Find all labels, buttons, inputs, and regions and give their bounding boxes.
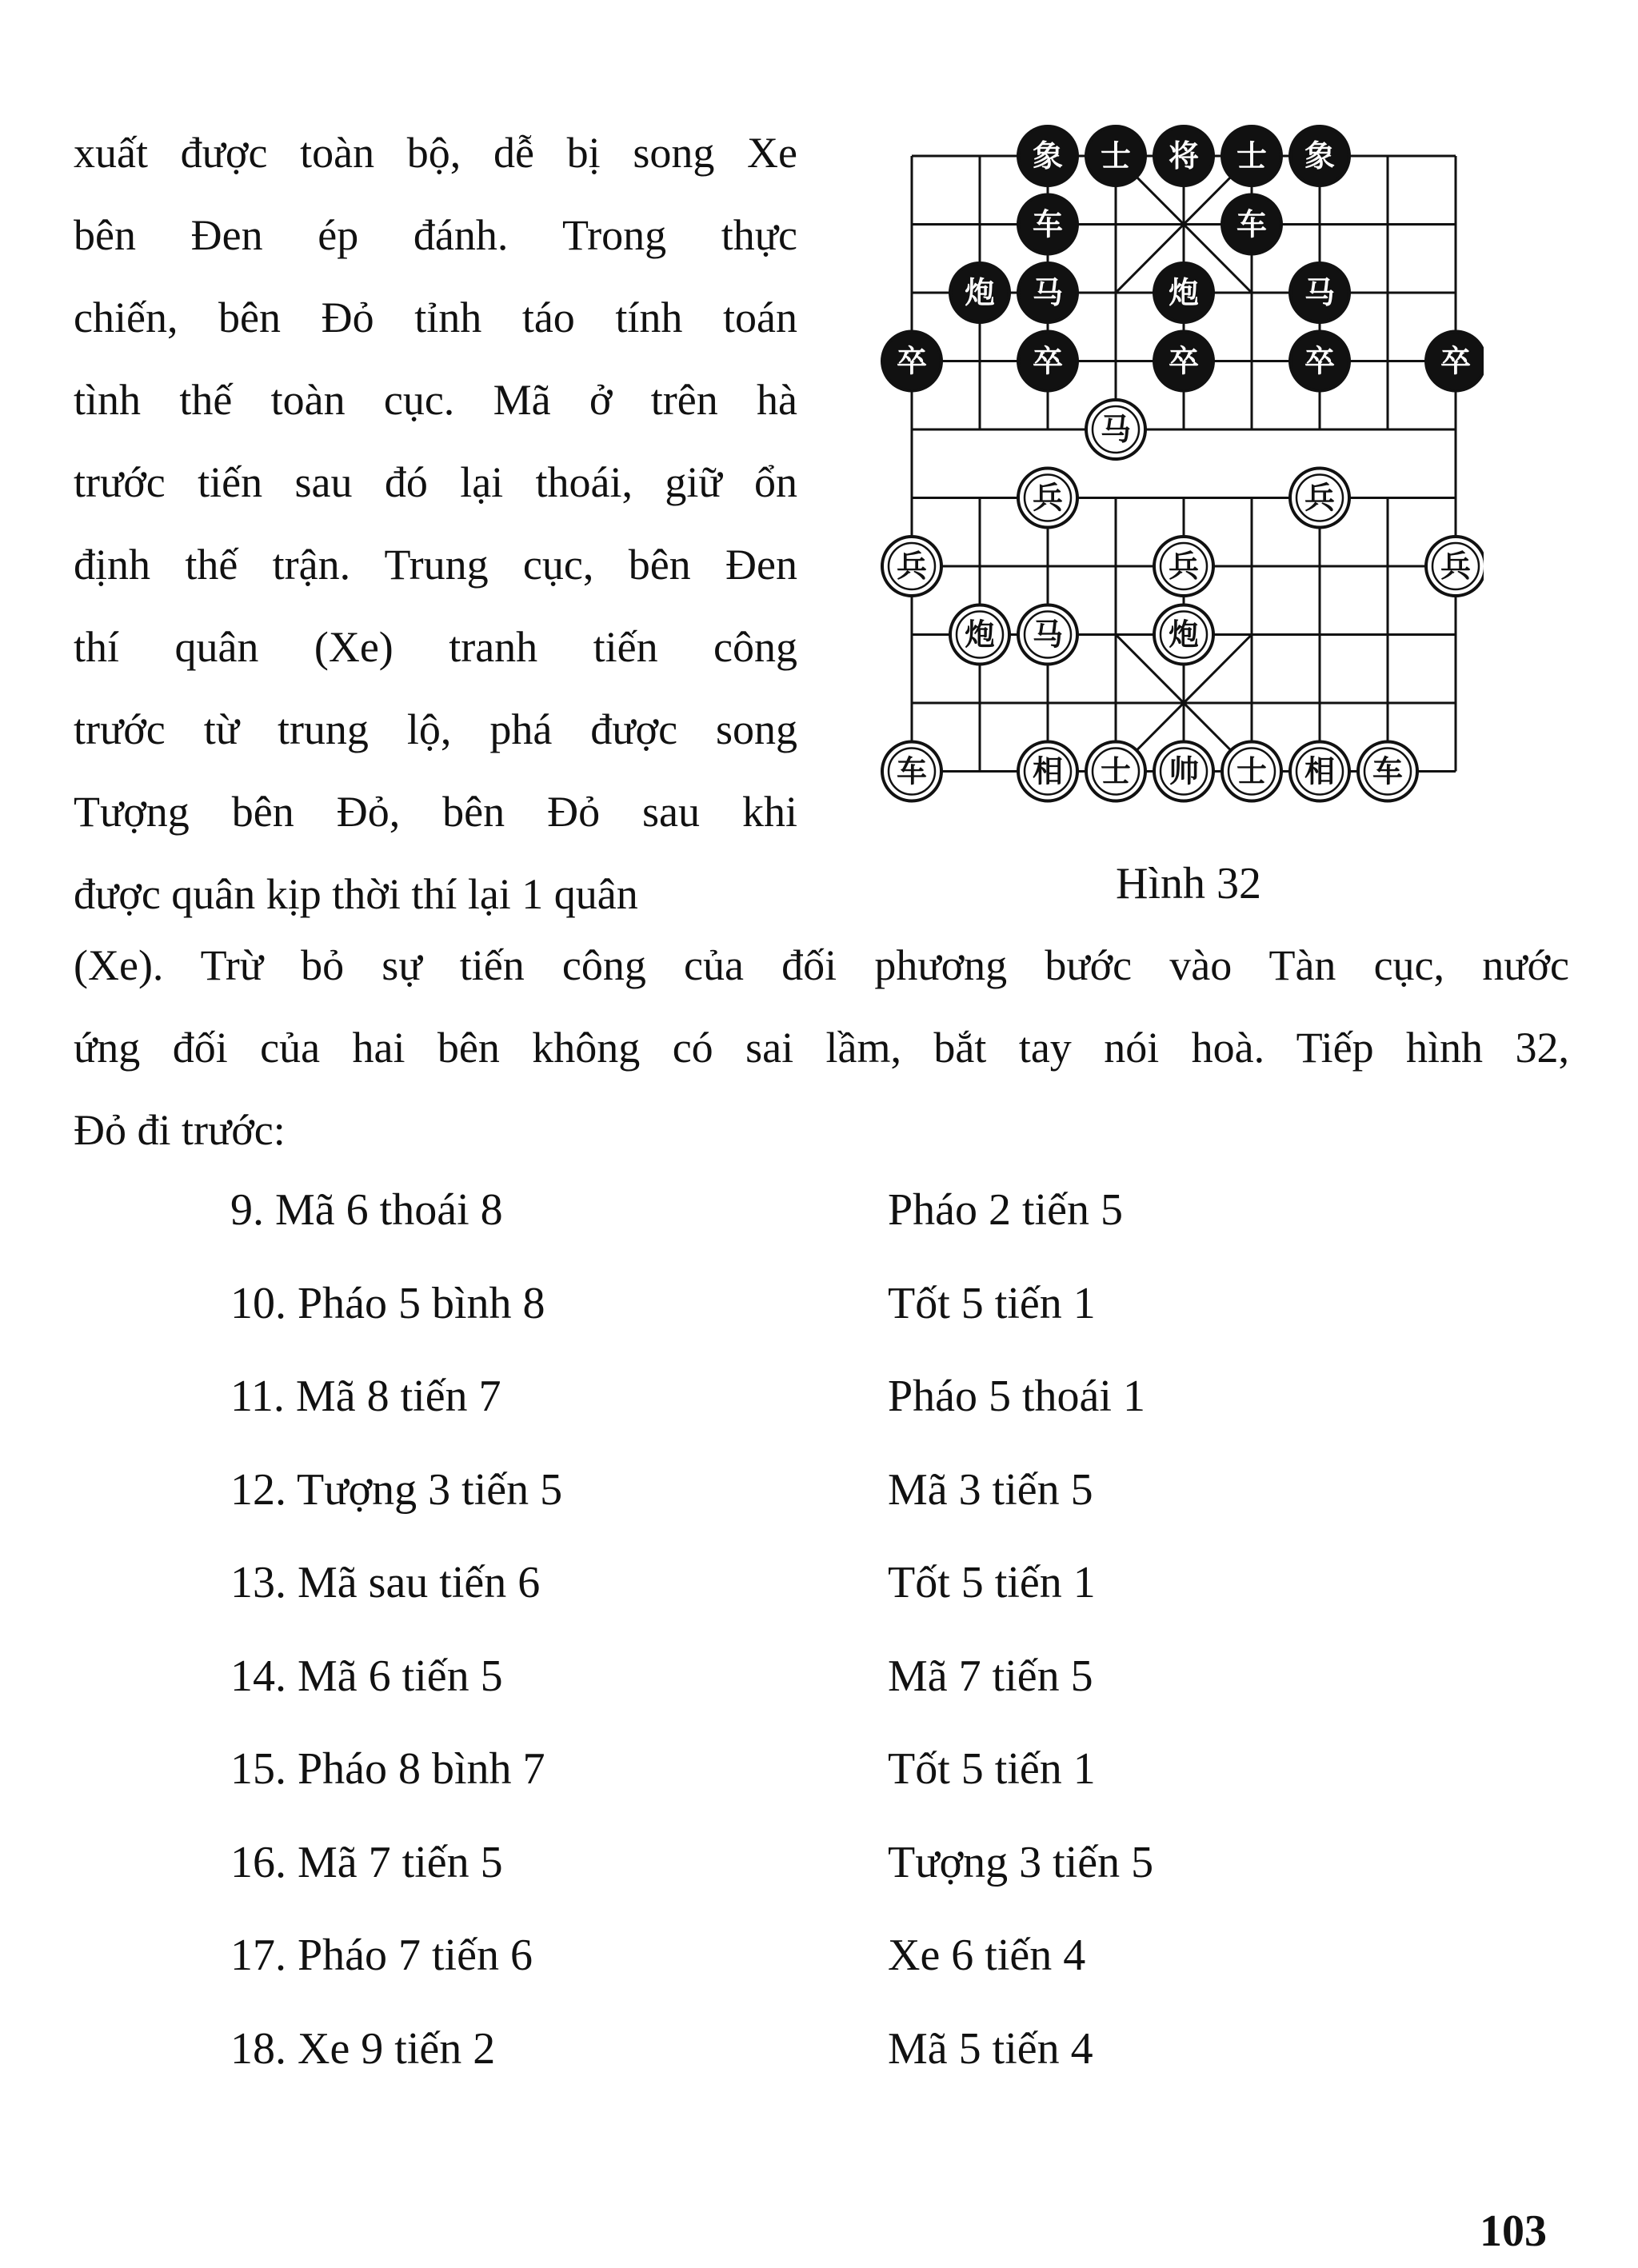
red-move: 10. Pháo 5 bình 8	[230, 1278, 545, 1328]
piece-glyph: 车	[896, 753, 928, 789]
text-line: được quân kịp thời thí lại 1 quân	[74, 870, 638, 918]
xiangqi-board-figure	[876, 120, 1484, 808]
text-line: trước từ trung lộ, phá được song	[74, 705, 797, 753]
piece-glyph: 车	[1236, 206, 1268, 242]
piece-glyph: 炮	[1168, 617, 1200, 653]
red-move: 12. Tượng 3 tiến 5	[230, 1464, 563, 1515]
text-line: bên Đen ép đánh. Trong thực	[74, 211, 797, 259]
piece-glyph: 象	[1304, 138, 1336, 174]
piece-glyph: 马	[1032, 275, 1064, 310]
move-row	[230, 1276, 1270, 1369]
piece-glyph: 炮	[964, 617, 996, 653]
piece-glyph: 炮	[1168, 275, 1200, 310]
piece-glyph: 炮	[964, 275, 996, 310]
xiangqi-board	[876, 120, 1484, 808]
move-row	[230, 1741, 1270, 1835]
paragraph-full-width	[74, 924, 1569, 1172]
black-move: Pháo 5 thoái 1	[888, 1372, 1145, 1421]
piece-glyph: 马	[1032, 617, 1064, 653]
move-row	[230, 1835, 1270, 1928]
black-move: Pháo 2 tiến 5	[888, 1185, 1123, 1235]
piece-glyph: 兵	[1032, 480, 1064, 516]
text-line: Đỏ đi trước:	[74, 1106, 286, 1154]
move-row	[230, 1182, 1270, 1276]
paragraph-left-column	[74, 112, 797, 936]
piece-glyph: 象	[1032, 138, 1064, 174]
piece-glyph: 兵	[1440, 549, 1472, 584]
red-move: 18. Xe 9 tiến 2	[230, 2023, 496, 2074]
piece-glyph: 帅	[1168, 753, 1200, 789]
move-row	[230, 1927, 1270, 2021]
move-row	[230, 1555, 1270, 1648]
piece-glyph: 士	[1236, 138, 1268, 174]
piece-glyph: 卒	[896, 343, 928, 379]
black-move: Tượng 3 tiến 5	[888, 1837, 1154, 1887]
red-move: 9. Mã 6 thoái 8	[230, 1185, 503, 1235]
text-line: thí quân (Xe) tranh tiến công	[74, 623, 797, 671]
move-row	[230, 1648, 1270, 1742]
red-move: 17. Pháo 7 tiến 6	[230, 1931, 533, 1980]
page-number: 103	[1480, 2206, 1547, 2256]
red-move: 13. Mã sau tiến 6	[230, 1558, 541, 1607]
black-move: Mã 3 tiến 5	[888, 1464, 1093, 1515]
black-move: Mã 7 tiến 5	[888, 1651, 1093, 1701]
piece-glyph: 马	[1304, 275, 1336, 310]
piece-glyph: 相	[1032, 753, 1064, 789]
piece-glyph: 兵	[896, 549, 928, 584]
text-line: ứng đối của hai bên không có sai lầm, bắt tay nói hoà. Tiếp hình 32,	[74, 1024, 1569, 1072]
piece-glyph: 士	[1100, 138, 1132, 174]
figure-caption: Hình 32	[1116, 859, 1261, 908]
red-move: 11. Mã 8 tiến 7	[230, 1372, 501, 1421]
piece-glyph: 卒	[1032, 343, 1064, 379]
move-row	[230, 2021, 1270, 2114]
piece-glyph: 士	[1236, 753, 1268, 789]
red-move: 16. Mã 7 tiến 5	[230, 1837, 503, 1887]
black-move: Tốt 5 tiến 1	[888, 1278, 1096, 1328]
text-line: tình thế toàn cục. Mã ở trên hà	[74, 376, 797, 424]
red-move: 15. Pháo 8 bình 7	[230, 1744, 545, 1794]
move-row	[230, 1368, 1270, 1462]
move-list	[230, 1182, 1270, 2114]
piece-glyph: 卒	[1168, 343, 1200, 379]
black-move: Tốt 5 tiến 1	[888, 1558, 1096, 1607]
text-line: (Xe). Trừ bỏ sự tiến công của đối phương bước vào Tàn cục, nước	[74, 941, 1569, 989]
piece-glyph: 卒	[1304, 343, 1336, 379]
red-move: 14. Mã 6 tiến 5	[230, 1651, 503, 1701]
piece-glyph: 士	[1100, 753, 1132, 789]
text-line: chiến, bên Đỏ tỉnh táo tính toán	[74, 293, 797, 341]
piece-glyph: 将	[1168, 138, 1200, 174]
piece-glyph: 车	[1032, 206, 1064, 242]
black-move: Xe 6 tiến 4	[888, 1931, 1086, 1980]
piece-glyph: 相	[1304, 753, 1336, 789]
black-move: Mã 5 tiến 4	[888, 2023, 1093, 2074]
piece-glyph: 兵	[1304, 480, 1336, 516]
text-line: xuất được toàn bộ, dễ bị song Xe	[74, 129, 797, 177]
piece-glyph: 兵	[1168, 549, 1200, 584]
text-line: định thế trận. Trung cục, bên Đen	[74, 541, 797, 589]
piece-glyph: 马	[1100, 412, 1132, 447]
piece-glyph: 卒	[1440, 343, 1472, 379]
text-line: Tượng bên Đỏ, bên Đỏ sau khi	[74, 788, 797, 836]
text-line: trước tiến sau đó lại thoái, giữ ổn	[74, 458, 797, 506]
black-move: Tốt 5 tiến 1	[888, 1744, 1096, 1794]
piece-glyph: 车	[1372, 753, 1404, 789]
move-row	[230, 1462, 1270, 1555]
